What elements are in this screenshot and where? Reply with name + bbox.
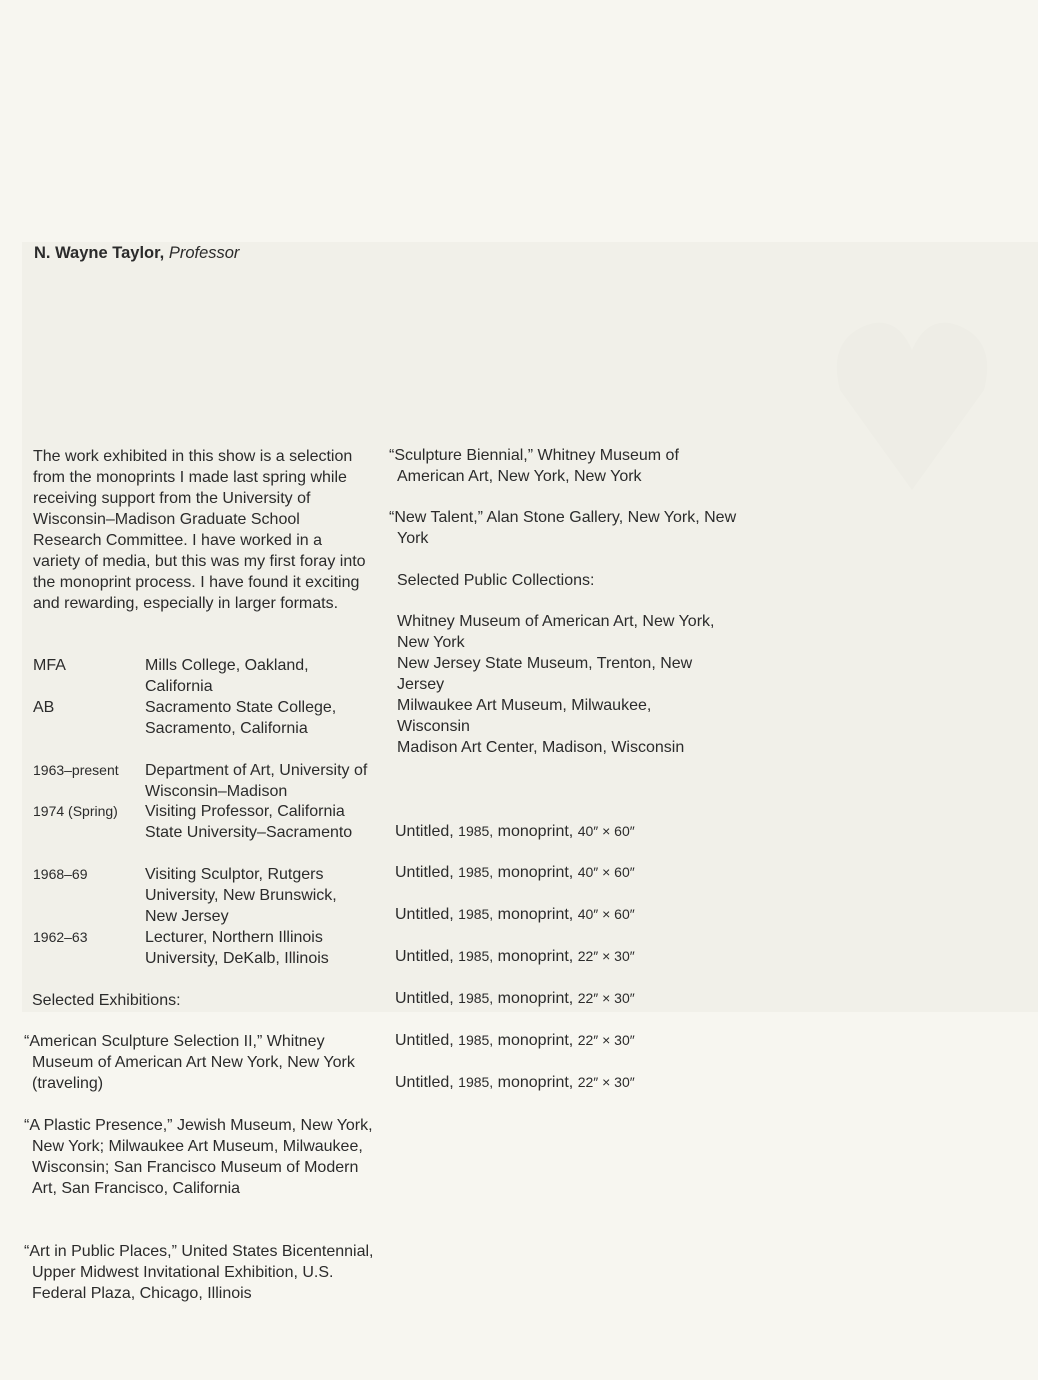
work-medium: monoprint, xyxy=(497,1032,574,1049)
work-year: 1985, xyxy=(458,864,494,880)
degree-text: Sacramento State College, Sacramento, California xyxy=(145,699,337,737)
exhibition-item: “Art in Public Places,” United States Bicentennial, Upper Midwest Invitational Exhibition, U.S. Federal Plaza, Chicago, Illinois xyxy=(24,1243,374,1302)
work-size: 22″ × 30″ xyxy=(577,1074,635,1090)
work-size: 40″ × 60″ xyxy=(577,823,635,839)
artist-title: Professor xyxy=(168,244,240,262)
work-title: Untitled, xyxy=(395,864,454,881)
work-medium: monoprint, xyxy=(497,1074,574,1091)
position-text: Lecturer, Northern Illinois University, DeKalb, Illinois xyxy=(145,929,329,967)
work-entry xyxy=(395,1072,635,1093)
collection-item: Whitney Museum of American Art, New York, New York xyxy=(397,613,715,651)
work-title: Untitled, xyxy=(395,823,454,840)
work-entry xyxy=(395,1030,635,1051)
work-medium: monoprint, xyxy=(497,823,574,840)
work-year: 1985, xyxy=(458,906,494,922)
exhibitions-heading: Selected Exhibitions: xyxy=(32,992,181,1009)
work-size: 22″ × 30″ xyxy=(577,948,635,964)
exhibition-item: “A Plastic Presence,” Jewish Museum, New York, New York; Milwaukee Art Museum, Milwaukee, Wisconsin; San Francisco Museum of Modern Art, San Francisco, California xyxy=(24,1117,373,1197)
position-years: 1962–63 xyxy=(33,929,88,945)
position-years: 1974 (Spring) xyxy=(33,803,118,819)
work-entry xyxy=(395,862,635,883)
work-medium: monoprint, xyxy=(497,990,574,1007)
work-entry xyxy=(395,821,635,842)
work-title: Untitled, xyxy=(395,948,454,965)
work-medium: monoprint, xyxy=(497,906,574,923)
degree-text: Mills College, Oakland, California xyxy=(145,657,309,695)
collection-item: Milwaukee Art Museum, Milwaukee, Wisconsin xyxy=(397,697,652,735)
work-year: 1985, xyxy=(458,948,494,964)
work-size: 40″ × 60″ xyxy=(577,906,635,922)
work-year: 1985, xyxy=(458,990,494,1006)
work-entry xyxy=(395,904,635,925)
position-text: Visiting Professor, California State University–Sacramento xyxy=(145,803,353,841)
work-medium: monoprint, xyxy=(497,948,574,965)
position-years: 1968–69 xyxy=(33,866,88,882)
collection-item: New Jersey State Museum, Trenton, New Jersey xyxy=(397,655,693,693)
work-title: Untitled, xyxy=(395,1074,454,1091)
position-years: 1963–present xyxy=(33,762,119,778)
artist-statement: The work exhibited in this show is a selection from the monoprints I made last spring while receiving support from the University of Wisconsin–Madison Graduate School Research Committee. I have worked in a variety of media, but this was my first foray into the monoprint process. I have found it exciting and rewarding, especially in larger formats. xyxy=(33,448,366,612)
work-title: Untitled, xyxy=(395,990,454,1007)
work-medium: monoprint, xyxy=(497,864,574,881)
work-title: Untitled, xyxy=(395,906,454,923)
show-through-heart-icon xyxy=(832,300,992,500)
work-year: 1985, xyxy=(458,823,494,839)
collections-heading: Selected Public Collections: xyxy=(397,572,595,589)
position-text: Department of Art, University of Wisconsin–Madison xyxy=(145,762,368,800)
page-header xyxy=(34,242,239,264)
work-entry xyxy=(395,988,635,1009)
degree-label: MFA xyxy=(33,657,66,674)
exhibition-item: “American Sculpture Selection II,” Whitney Museum of American Art New York, New York (traveling) xyxy=(24,1033,355,1092)
position-text: Visiting Sculptor, Rutgers University, New Brunswick, New Jersey xyxy=(145,866,337,925)
work-size: 22″ × 30″ xyxy=(577,1032,635,1048)
degree-label: AB xyxy=(33,699,55,716)
work-size: 22″ × 30″ xyxy=(577,990,635,1006)
collection-item: Madison Art Center, Madison, Wisconsin xyxy=(397,739,685,756)
exhibition-item: “New Talent,” Alan Stone Gallery, New York, New York xyxy=(389,509,737,547)
work-entry xyxy=(395,946,635,967)
artist-name: N. Wayne Taylor, xyxy=(34,244,165,262)
work-size: 40″ × 60″ xyxy=(577,864,635,880)
exhibition-item: “Sculpture Biennial,” Whitney Museum of American Art, New York, New York xyxy=(389,447,679,485)
work-year: 1985, xyxy=(458,1032,494,1048)
work-title: Untitled, xyxy=(395,1032,454,1049)
work-year: 1985, xyxy=(458,1074,494,1090)
